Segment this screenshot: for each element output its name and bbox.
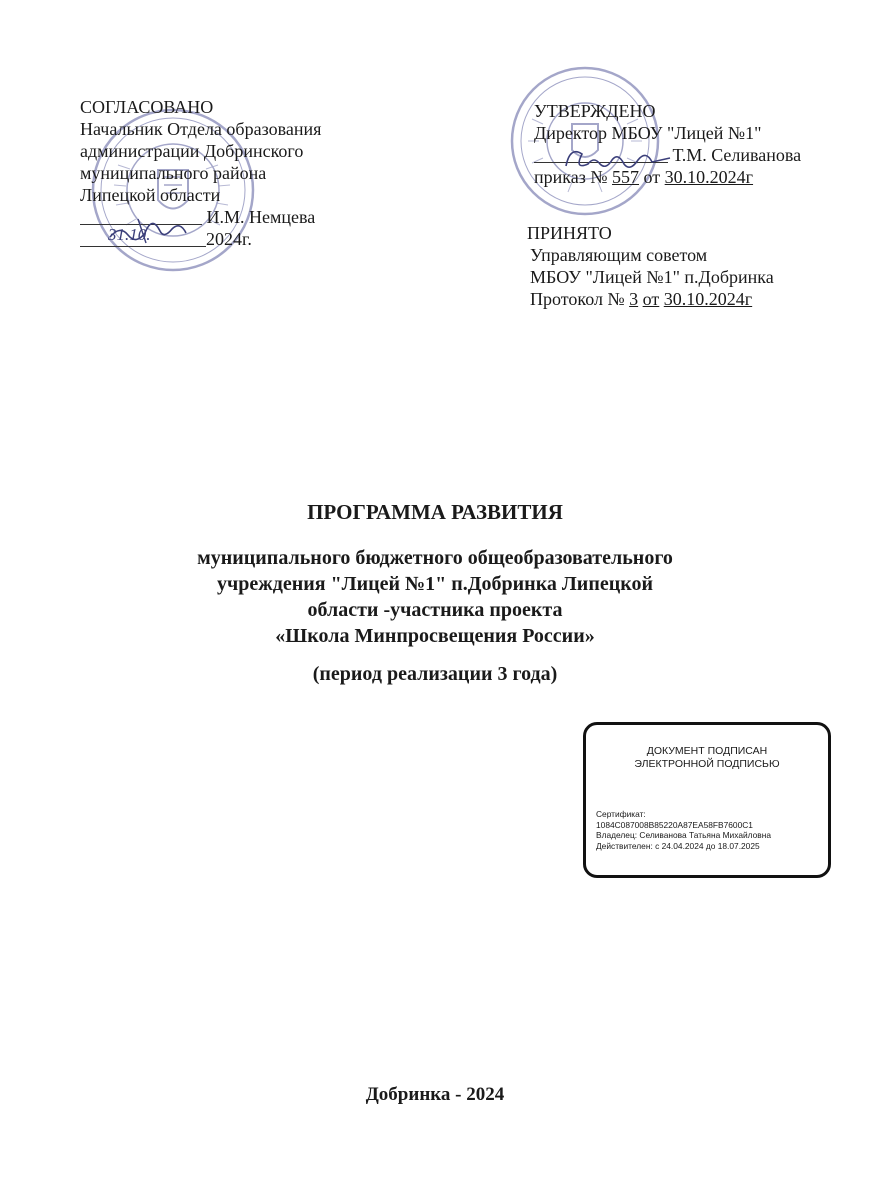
accepted-line-2: МБОУ "Лицей №1" п.Добринка — [530, 267, 774, 287]
e-signature-line-1: ДОКУМЕНТ ПОДПИСАН — [646, 745, 768, 757]
cert-label: Сертификат: — [596, 809, 646, 819]
agreed-signer: И.М. Немцева — [206, 207, 316, 227]
subtitle-line-4: «Школа Минпросвещения России» — [275, 625, 595, 647]
e-signature-heading — [586, 745, 828, 771]
cert-number: 1084C087008B85220A87EA58FB7600C1 — [596, 819, 753, 830]
approved-position: Директор МБОУ "Лицей №1" — [534, 123, 762, 143]
approved-heading: УТВЕРЖДЕНО — [534, 101, 656, 121]
agreed-line-3: муниципального района — [80, 163, 267, 183]
agreed-line-1: Начальник Отдела образования — [80, 119, 322, 139]
document-title: ПРОГРАММА РАЗВИТИЯ — [307, 500, 563, 524]
footer-place-year: Добринка - 2024 — [365, 1084, 505, 1105]
order-number: 557 — [612, 167, 640, 187]
order-date: 30.10.2024г — [664, 167, 754, 187]
subtitle-line-3: области -участника проекта — [307, 599, 563, 621]
agreed-handwritten-date: 31.10. — [108, 225, 151, 244]
agreed-date-suffix: 2024г. — [206, 229, 252, 249]
document-subtitle — [0, 545, 870, 649]
approved-signer: Т.М. Селиванова — [672, 145, 802, 165]
agreed-line-4: Липецкой области — [80, 185, 221, 205]
signature-right-image — [552, 140, 682, 180]
agreed-line-2: администрации Добринского — [80, 141, 304, 161]
accepted-line-1: Управляющим советом — [530, 245, 708, 265]
e-signature-box — [583, 722, 831, 878]
e-signature-line-2: ЭЛЕКТРОННОЙ ПОДПИСЬЮ — [634, 758, 780, 770]
cert-validity: Действителен: с 24.04.2024 до 18.07.2025 — [596, 840, 760, 851]
order-prefix: приказ № — [534, 167, 608, 187]
protocol-number: 3 — [629, 289, 639, 309]
cert-owner: Владелец: Селиванова Татьяна Михайловна — [596, 830, 772, 840]
protocol-from: от — [642, 289, 660, 309]
subtitle-line-2: учреждения "Лицей №1" п.Добринка Липецкой — [216, 573, 654, 595]
implementation-period: (период реализации 3 года) — [312, 663, 558, 685]
protocol-date: 30.10.2024г — [663, 289, 753, 309]
agreed-heading: СОГЛАСОВАНО — [80, 97, 214, 117]
signature-left-image — [90, 205, 210, 265]
title-section — [0, 500, 870, 686]
subtitle-line-1: муниципального бюджетного общеобразовательного — [197, 547, 673, 569]
protocol-prefix: Протокол № — [530, 289, 625, 309]
order-from: от — [643, 167, 661, 187]
accepted-heading: ПРИНЯТО — [527, 223, 612, 243]
accepted-protocol-line — [527, 288, 837, 310]
e-signature-details — [596, 809, 828, 851]
accepted-block — [527, 222, 837, 310]
